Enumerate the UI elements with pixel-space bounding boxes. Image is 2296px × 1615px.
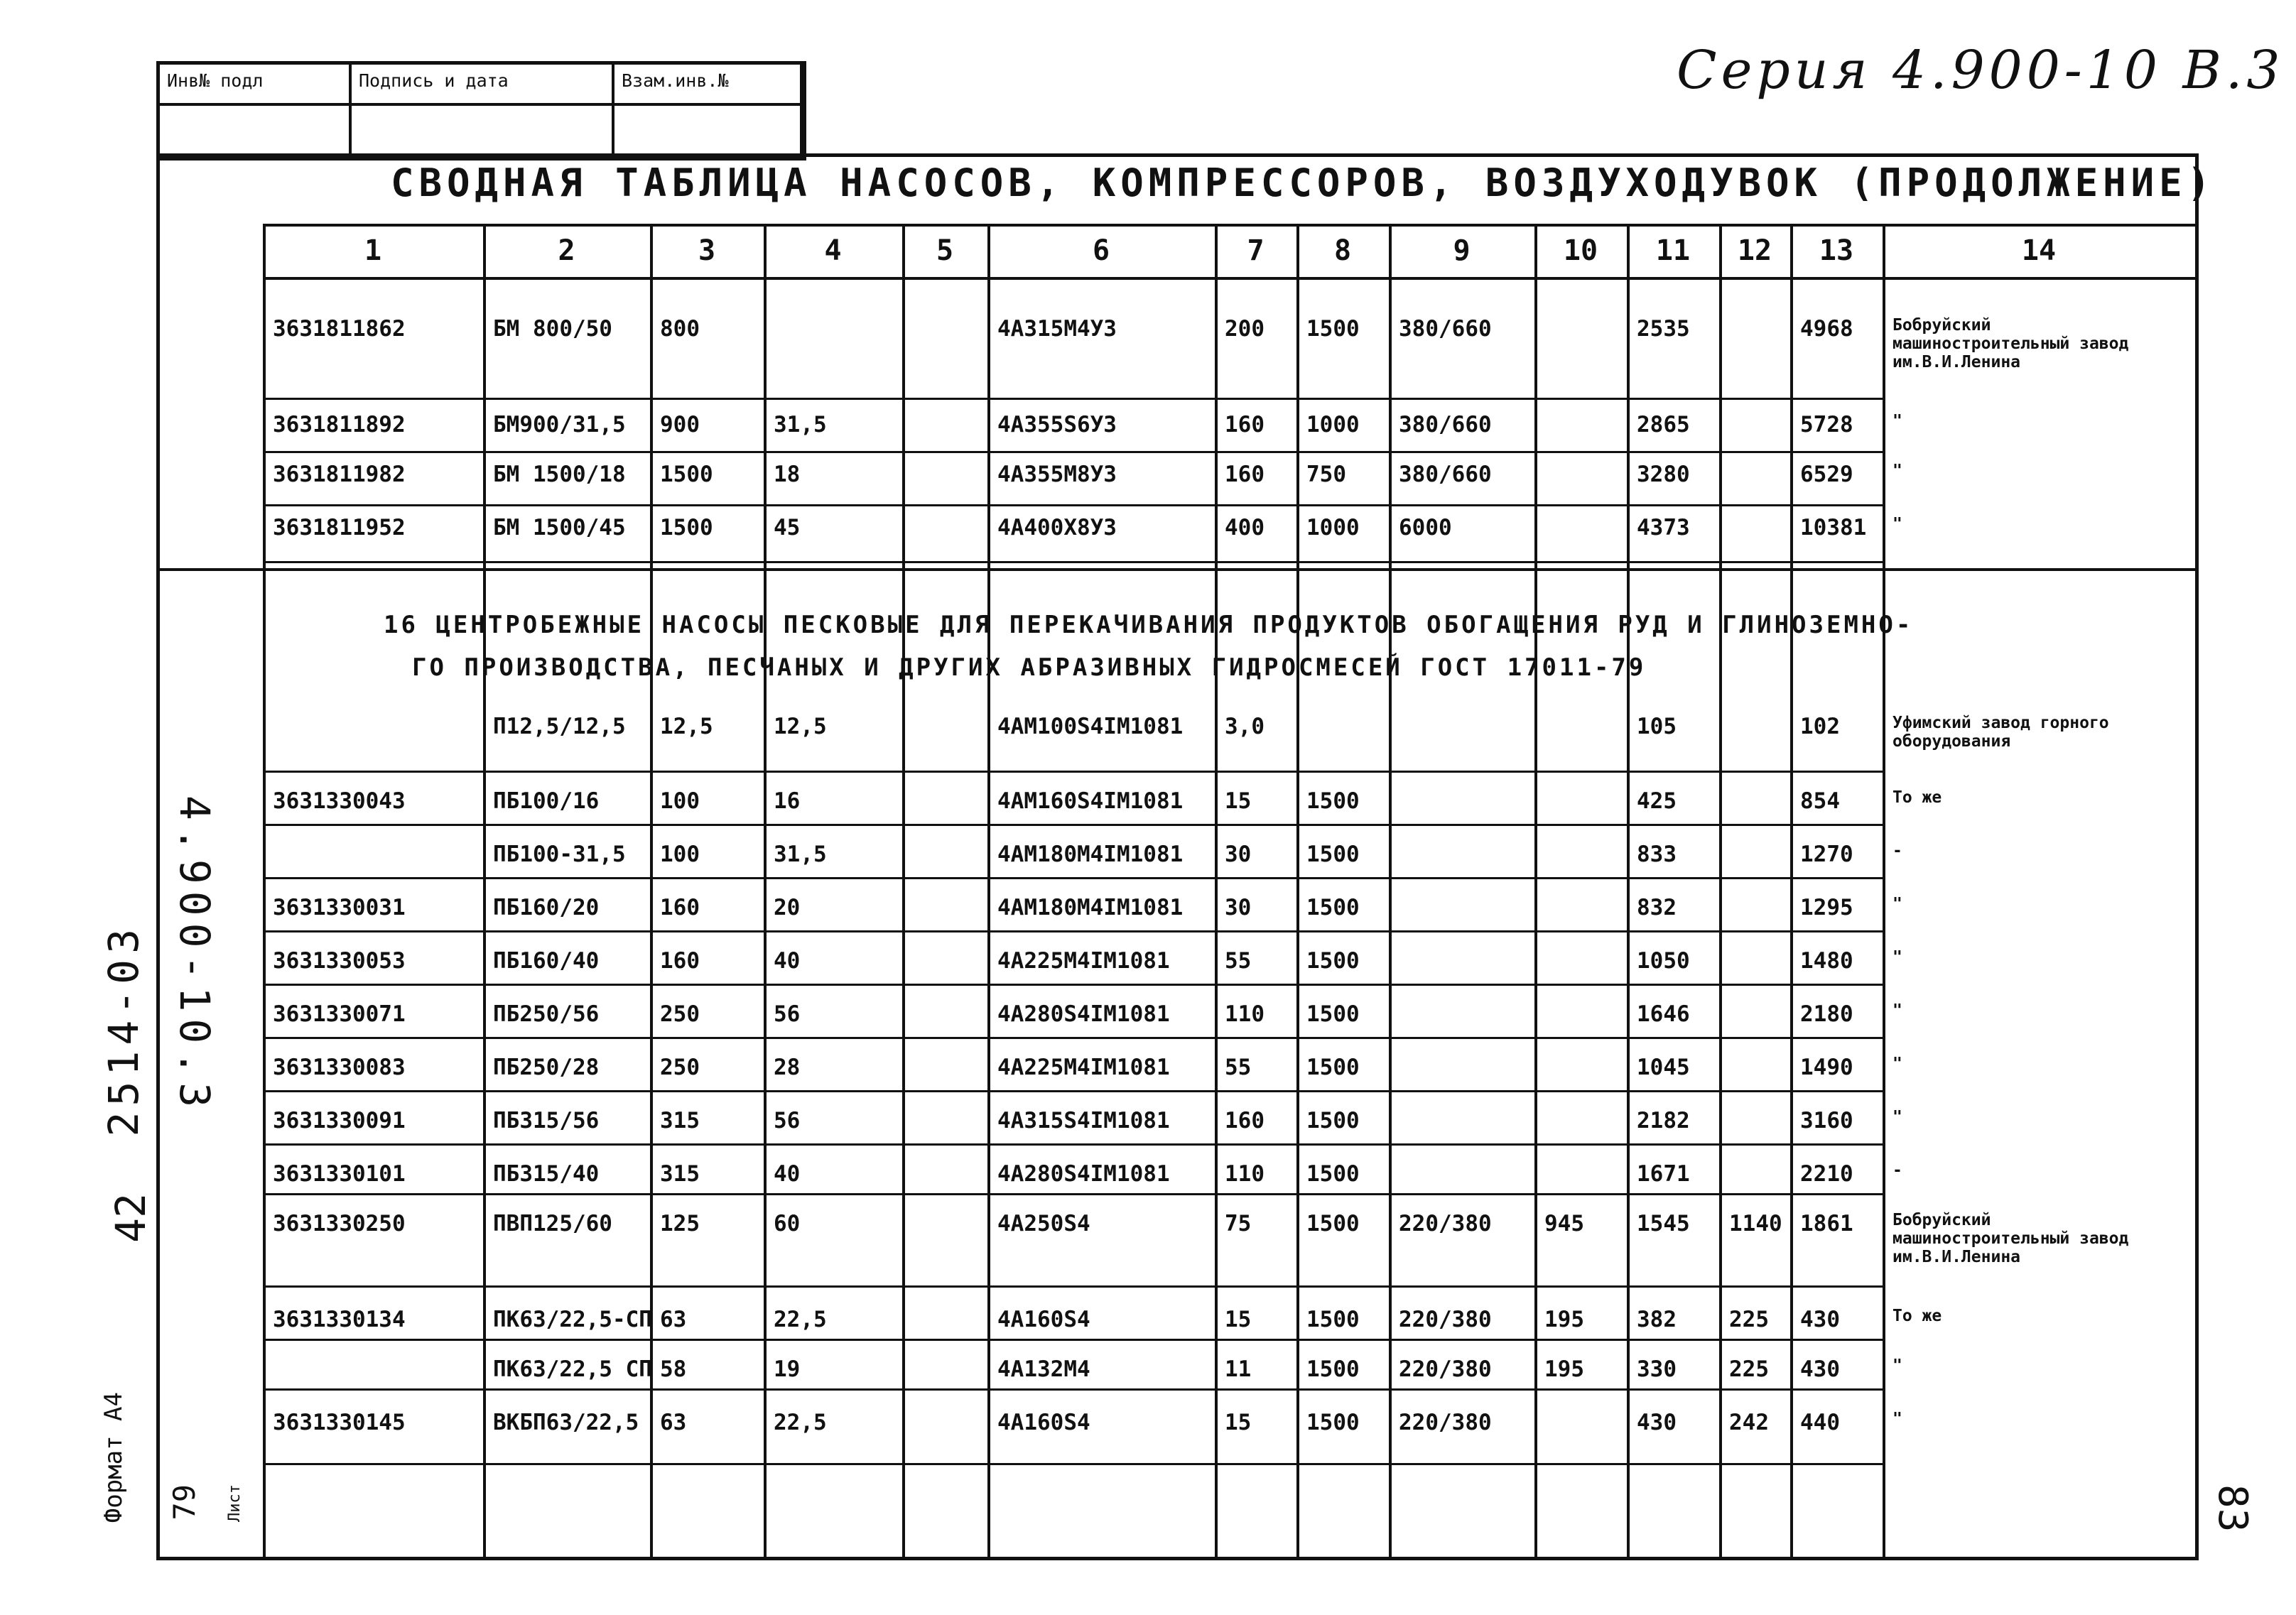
table-cell: 800 [660, 316, 700, 342]
column-header: 13 [1819, 234, 1854, 267]
table-cell: 4А250S4 [997, 1211, 1090, 1236]
table-cell: 1500 [1306, 1307, 1360, 1332]
table-cell: 55 [1225, 948, 1252, 974]
row-divider [263, 1090, 1883, 1092]
column-divider [902, 224, 905, 1557]
table-cell: 195 [1544, 1307, 1584, 1332]
table-cell: 6529 [1800, 462, 1853, 487]
section-divider [160, 568, 2195, 571]
table-cell: 1500 [1306, 788, 1360, 814]
stamp-sign-value [352, 106, 614, 157]
manufacturer-cell: То же [1892, 1307, 1942, 1325]
table-cell: 3631330043 [273, 788, 406, 814]
table-cell: 4968 [1800, 316, 1853, 342]
table-cell: 1545 [1637, 1211, 1690, 1236]
table-cell: 4А280S4IМ1081 [997, 1001, 1170, 1027]
table-cell: 4А132М4 [997, 1356, 1090, 1382]
table-cell: 315 [660, 1108, 700, 1133]
table-cell: 6000 [1399, 515, 1452, 540]
column-divider [764, 224, 767, 1557]
table-cell: ПБ315/56 [493, 1108, 600, 1133]
manufacturer-cell: " [1892, 1001, 1902, 1020]
table-cell: БМ900/31,5 [493, 412, 626, 437]
table-cell: 1500 [1306, 1356, 1360, 1382]
table-cell: 56 [774, 1001, 801, 1027]
table-cell: 160 [660, 948, 700, 974]
table-cell: 1500 [1306, 1055, 1360, 1080]
stamp-inv-value [160, 106, 352, 157]
table-cell: 400 [1225, 515, 1265, 540]
table-cell: П12,5/12,5 [493, 714, 626, 739]
manufacturer-cell: " [1892, 1410, 1902, 1428]
column-header: 4 [824, 234, 842, 267]
table-cell: 1490 [1800, 1055, 1853, 1080]
table-cell: 4А225М4IМ1081 [997, 1055, 1170, 1080]
column-divider [1883, 224, 1885, 1557]
table-cell: 1000 [1306, 412, 1360, 437]
table-cell: 3631330134 [273, 1307, 406, 1332]
column-header: 8 [1333, 234, 1352, 267]
table-cell: 1500 [1306, 1161, 1360, 1187]
table-cell: 4373 [1637, 515, 1690, 540]
approval-stamp [156, 61, 806, 161]
row-divider [263, 1143, 1883, 1146]
table-cell: 1500 [1306, 1211, 1360, 1236]
table-cell: 1295 [1800, 895, 1853, 920]
table-cell: 425 [1637, 788, 1677, 814]
row-divider [263, 1037, 1883, 1039]
table-cell: 4АМ100S4IМ1081 [997, 714, 1184, 739]
column-divider [1296, 224, 1299, 1557]
table-cell: 2210 [1800, 1161, 1853, 1187]
table-cell: 63 [660, 1410, 687, 1435]
row-divider [263, 398, 1883, 400]
column-header: 2 [558, 234, 575, 267]
page-number: 83 [2209, 1484, 2256, 1533]
table-cell: 380/660 [1399, 316, 1492, 342]
table-cell: 30 [1225, 895, 1252, 920]
table-cell: 10381 [1800, 515, 1867, 540]
table-cell: 220/380 [1399, 1211, 1492, 1236]
inventory-number: 2514-03 [99, 923, 148, 1137]
table-cell: 1480 [1800, 948, 1853, 974]
column-divider [987, 224, 990, 1557]
row-divider [263, 1463, 1883, 1465]
table-cell: 4А315М4У3 [997, 316, 1117, 342]
table-cell: 854 [1800, 788, 1840, 814]
table-cell: 3631330091 [273, 1108, 406, 1133]
table-cell: ПБ315/40 [493, 1161, 600, 1187]
column-header: 11 [1655, 234, 1691, 267]
table-cell: 4А355S6У3 [997, 412, 1117, 437]
table-cell: ПБ160/40 [493, 948, 600, 974]
table-cell: 110 [1225, 1161, 1265, 1187]
stamp-replace-value [614, 106, 803, 157]
table-cell: БМ 800/50 [493, 316, 612, 342]
table-cell: ПК63/22,5-СП [493, 1307, 652, 1332]
row-divider [263, 984, 1883, 986]
table-cell: 3631330031 [273, 895, 406, 920]
row-divider [263, 1388, 1883, 1391]
table-cell: 1671 [1637, 1161, 1690, 1187]
table-cell: 5728 [1800, 412, 1853, 437]
header-top-line [263, 224, 2195, 227]
table-cell: 750 [1306, 462, 1346, 487]
table-cell: 18 [774, 462, 801, 487]
manufacturer-cell: " [1892, 515, 1902, 533]
row-divider [263, 877, 1883, 879]
column-divider [1215, 224, 1218, 1557]
table-cell: 430 [1800, 1356, 1840, 1382]
table-title: СВОДНАЯ ТАБЛИЦА НАСОСОВ, КОМПРЕССОРОВ, ВОЗДУХОДУВОК (ПРОДОЛЖЕНИЕ) [391, 161, 2216, 205]
table-cell: 19 [774, 1356, 801, 1382]
table-cell: 3631330250 [273, 1211, 406, 1236]
table-cell: 1500 [1306, 1108, 1360, 1133]
table-cell: 225 [1729, 1307, 1769, 1332]
table-cell: 4АМ180М4IМ1081 [997, 895, 1184, 920]
table-cell: 242 [1729, 1410, 1769, 1435]
table-cell: БМ 1500/18 [493, 462, 626, 487]
table-cell: 3631330083 [273, 1055, 406, 1080]
table-cell: 3631811982 [273, 462, 406, 487]
table-cell: ПБ160/20 [493, 895, 600, 920]
stamp-sign-label: Подпись и дата [352, 65, 614, 106]
table-cell: 1140 [1729, 1211, 1782, 1236]
table-cell: 1270 [1800, 842, 1853, 867]
table-cell: 105 [1637, 714, 1677, 739]
manufacturer-cell: Бобруйский машиностроительный завод им.В.И.Ленина [1892, 1211, 2129, 1266]
table-cell: 2535 [1637, 316, 1690, 342]
manufacturer-cell: Уфимский завод горного оборудования [1892, 714, 2109, 751]
table-cell: 160 [1225, 412, 1265, 437]
table-cell: 100 [660, 842, 700, 867]
table-cell: 3280 [1637, 462, 1690, 487]
table-cell: 4А315S4IМ1081 [997, 1108, 1170, 1133]
table-cell: 4АМ160S4IМ1081 [997, 788, 1184, 814]
table-cell: 2182 [1637, 1108, 1690, 1133]
manufacturer-cell: То же [1892, 788, 1942, 807]
table-cell: 16 [774, 788, 801, 814]
table-cell: 30 [1225, 842, 1252, 867]
table-cell: 3631811892 [273, 412, 406, 437]
table-cell: ПБ100-31,5 [493, 842, 626, 867]
table-cell: 60 [774, 1211, 801, 1236]
table-cell: 3631330101 [273, 1161, 406, 1187]
table-cell: 75 [1225, 1211, 1252, 1236]
table-cell: 2865 [1637, 412, 1690, 437]
table-cell: 4А355М8У3 [997, 462, 1117, 487]
table-cell: 380/660 [1399, 462, 1492, 487]
table-cell: ПБ100/16 [493, 788, 600, 814]
table-cell: ВКБП63/22,5 [493, 1410, 639, 1435]
sheet-label: Лист [226, 1484, 244, 1522]
stamp-replace-label: Взам.инв.№ [614, 65, 803, 106]
table-cell: 12,5 [774, 714, 827, 739]
table-cell: 315 [660, 1161, 700, 1187]
manufacturer-cell: " [1892, 1108, 1902, 1126]
row-divider [263, 771, 1883, 773]
table-cell: 330 [1637, 1356, 1677, 1382]
column-divider [1719, 224, 1722, 1557]
table-cell: 250 [660, 1055, 700, 1080]
header-bottom-line [263, 277, 2195, 280]
table-cell: 1045 [1637, 1055, 1690, 1080]
table-cell: ПК63/22,5 СП [493, 1356, 652, 1382]
table-cell: 250 [660, 1001, 700, 1027]
table-cell: 40 [774, 1161, 801, 1187]
frame-bottom-border [156, 1557, 2199, 1560]
table-cell: 1500 [1306, 895, 1360, 920]
table-cell: 4А160S4 [997, 1307, 1090, 1332]
column-header: 7 [1247, 234, 1265, 267]
table-cell: 1500 [1306, 1001, 1360, 1027]
table-cell: 200 [1225, 316, 1265, 342]
table-cell: 832 [1637, 895, 1677, 920]
table-cell: 15 [1225, 788, 1252, 814]
table-cell: 28 [774, 1055, 801, 1080]
frame-right-border [2195, 153, 2199, 1560]
column-header: 14 [2021, 234, 2057, 267]
table-cell: 1050 [1637, 948, 1690, 974]
table-cell: ПБ250/28 [493, 1055, 600, 1080]
table-cell: 45 [774, 515, 801, 540]
table-cell: 220/380 [1399, 1410, 1492, 1435]
table-cell: 3160 [1800, 1108, 1853, 1133]
row-divider [263, 1285, 1883, 1288]
column-header: 12 [1737, 234, 1772, 267]
table-cell: 3631330053 [273, 948, 406, 974]
column-divider [1534, 224, 1537, 1557]
manufacturer-cell: " [1892, 1356, 1902, 1375]
sheet-number: 79 [167, 1484, 202, 1521]
table-cell: 31,5 [774, 412, 827, 437]
table-cell: 382 [1637, 1307, 1677, 1332]
column-divider [1389, 224, 1392, 1557]
table-cell: 1500 [660, 462, 713, 487]
table-cell: 1500 [1306, 1410, 1360, 1435]
row-divider [263, 930, 1883, 932]
table-cell: 160 [660, 895, 700, 920]
table-cell: 15 [1225, 1410, 1252, 1435]
table-cell: 440 [1800, 1410, 1840, 1435]
table-cell: 58 [660, 1356, 687, 1382]
table-cell: 945 [1544, 1211, 1584, 1236]
table-cell: 56 [774, 1108, 801, 1133]
table-cell: 3631811952 [273, 515, 406, 540]
row-divider [263, 1339, 1883, 1341]
column-divider [483, 224, 486, 1557]
manufacturer-cell: - [1892, 842, 1902, 860]
table-cell: 1646 [1637, 1001, 1690, 1027]
column-divider [263, 224, 266, 1557]
table-cell: 4А400Х8У3 [997, 515, 1117, 540]
table-cell: БМ 1500/45 [493, 515, 626, 540]
table-cell: 160 [1225, 462, 1265, 487]
table-cell: 31,5 [774, 842, 827, 867]
manufacturer-cell: " [1892, 895, 1902, 913]
section-title-line2: ГО ПРОИЗВОДСТВА, ПЕСЧАНЫХ И ДРУГИХ АБРАЗИВНЫХ ГИДРОСМЕСЕЙ ГОСТ 17011-79 [412, 653, 1647, 682]
column-divider [1627, 224, 1630, 1557]
table-cell: 125 [660, 1211, 700, 1236]
table-cell: 1500 [660, 515, 713, 540]
table-cell: 63 [660, 1307, 687, 1332]
manufacturer-cell: " [1892, 462, 1902, 480]
table-cell: 3631811862 [273, 316, 406, 342]
table-cell: ПВП125/60 [493, 1211, 612, 1236]
table-cell: 110 [1225, 1001, 1265, 1027]
table-cell: 3,0 [1225, 714, 1265, 739]
table-cell: 2180 [1800, 1001, 1853, 1027]
manufacturer-cell: " [1892, 1055, 1902, 1073]
table-cell: ПБ250/56 [493, 1001, 600, 1027]
table-cell: 3631330145 [273, 1410, 406, 1435]
table-cell: 4АМ180М4IМ1081 [997, 842, 1184, 867]
table-cell: 1500 [1306, 948, 1360, 974]
manufacturer-cell: - [1892, 1161, 1902, 1180]
row-divider [263, 824, 1883, 826]
table-cell: 1000 [1306, 515, 1360, 540]
manufacturer-cell: " [1892, 948, 1902, 967]
table-cell: 430 [1800, 1307, 1840, 1332]
row-divider [263, 561, 1883, 563]
column-header: 10 [1563, 234, 1598, 267]
frame-top-border [156, 153, 2199, 157]
table-cell: 195 [1544, 1356, 1584, 1382]
local-page-number: 42 [107, 1193, 155, 1243]
column-header: 6 [1092, 234, 1110, 267]
table-cell: 4А160S4 [997, 1410, 1090, 1435]
table-cell: 3631330071 [273, 1001, 406, 1027]
table-cell: 833 [1637, 842, 1677, 867]
table-cell: 4А225М4IМ1081 [997, 948, 1170, 974]
table-cell: 22,5 [774, 1410, 827, 1435]
column-header: 5 [936, 234, 954, 267]
table-cell: 40 [774, 948, 801, 974]
table-cell: 22,5 [774, 1307, 827, 1332]
table-cell: 4А280S4IМ1081 [997, 1161, 1170, 1187]
table-cell: 12,5 [660, 714, 713, 739]
column-header: 3 [698, 234, 716, 267]
table-cell: 160 [1225, 1108, 1265, 1133]
column-divider [1790, 224, 1793, 1557]
row-divider [263, 504, 1883, 506]
table-cell: 11 [1225, 1356, 1252, 1382]
table-cell: 55 [1225, 1055, 1252, 1080]
stamp-inv-label: Инв№ подл [160, 65, 352, 106]
table-cell: 100 [660, 788, 700, 814]
document-code: 4.900-10.3 [170, 795, 219, 1115]
column-header: 9 [1453, 234, 1471, 267]
manufacturer-cell: " [1892, 412, 1902, 430]
frame-left-border [156, 153, 160, 1560]
format-label: Формат А4 [99, 1392, 128, 1523]
table-cell: 1500 [1306, 842, 1360, 867]
table-cell: 1861 [1800, 1211, 1853, 1236]
table-cell: 900 [660, 412, 700, 437]
table-cell: 220/380 [1399, 1356, 1492, 1382]
table-cell: 220/380 [1399, 1307, 1492, 1332]
table-cell: 20 [774, 895, 801, 920]
table-cell: 1500 [1306, 316, 1360, 342]
table-cell: 380/660 [1399, 412, 1492, 437]
table-cell: 225 [1729, 1356, 1769, 1382]
manufacturer-cell: Бобруйский машиностроительный завод им.В.И.Ленина [1892, 316, 2129, 371]
table-cell: 102 [1800, 714, 1840, 739]
section-title-line1: 16 ЦЕНТРОБЕЖНЫЕ НАСОСЫ ПЕСКОВЫЕ ДЛЯ ПЕРЕКАЧИВАНИЯ ПРОДУКТОВ ОБОГАЩЕНИЯ РУД И ГЛИНОЗЕМНО- [384, 611, 1914, 639]
table-cell: 15 [1225, 1307, 1252, 1332]
series-label: Серия 4.900-10 В.3 [1677, 40, 2285, 101]
row-divider [263, 1193, 1883, 1195]
row-divider [263, 451, 1883, 453]
table-cell: 430 [1637, 1410, 1677, 1435]
column-header: 1 [364, 234, 382, 267]
